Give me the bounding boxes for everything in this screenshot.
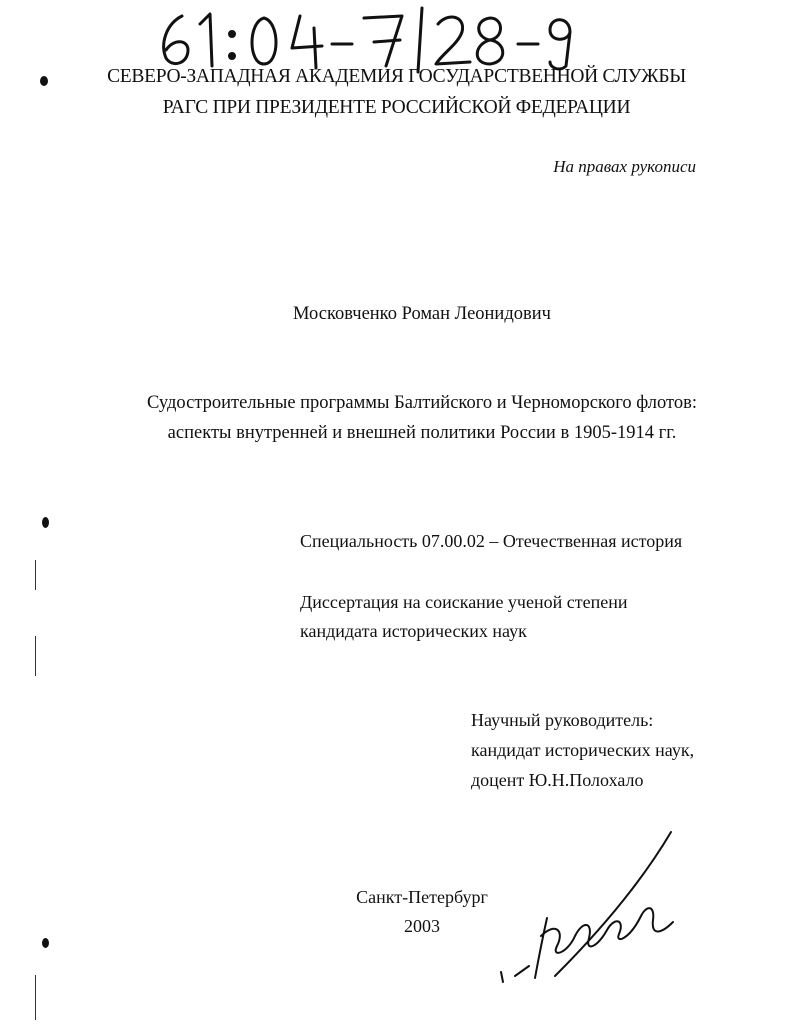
specialty: Специальность 07.00.02 – Отечественная история xyxy=(300,531,683,551)
dissertation-line-2: кандидата исторических наук xyxy=(300,621,527,641)
year: 2003 xyxy=(404,916,440,936)
author-name: Московченко Роман Леонидович xyxy=(293,304,551,324)
city: Санкт-Петербург xyxy=(356,887,488,907)
margin-line-2 xyxy=(35,636,36,676)
margin-line-1 xyxy=(35,560,36,590)
signature xyxy=(495,826,695,996)
margin-line-3 xyxy=(35,975,36,1020)
manuscript-rights-note: На правах рукописи xyxy=(553,157,696,176)
punch-mark-top xyxy=(40,76,48,86)
organization-line-2: РАГС ПРИ ПРЕЗИДЕНТЕ РОССИЙСКОЙ ФЕДЕРАЦИИ xyxy=(162,97,631,118)
supervisor-label: Научный руководитель: xyxy=(471,710,654,730)
supervisor-degree: кандидат исторических наук, xyxy=(471,740,695,760)
organization-line-1: СЕВЕРО-ЗАПАДНАЯ АКАДЕМИЯ ГОСУДАРСТВЕННОЙ СЛУЖБЫ xyxy=(107,66,686,87)
handwritten-archive-code xyxy=(152,4,592,74)
thesis-title-line-1: Судостроительные программы Балтийского и Черноморского флотов: xyxy=(147,393,697,413)
punch-mark-middle xyxy=(42,517,49,528)
punch-mark-bottom xyxy=(42,938,49,948)
supervisor-name: доцент Ю.Н.Полохало xyxy=(471,770,644,790)
thesis-title-line-2: аспекты внутренней и внешней политики России в 1905-1914 гг. xyxy=(167,423,677,443)
dissertation-line-1: Диссертация на соискание ученой степени xyxy=(300,592,628,612)
